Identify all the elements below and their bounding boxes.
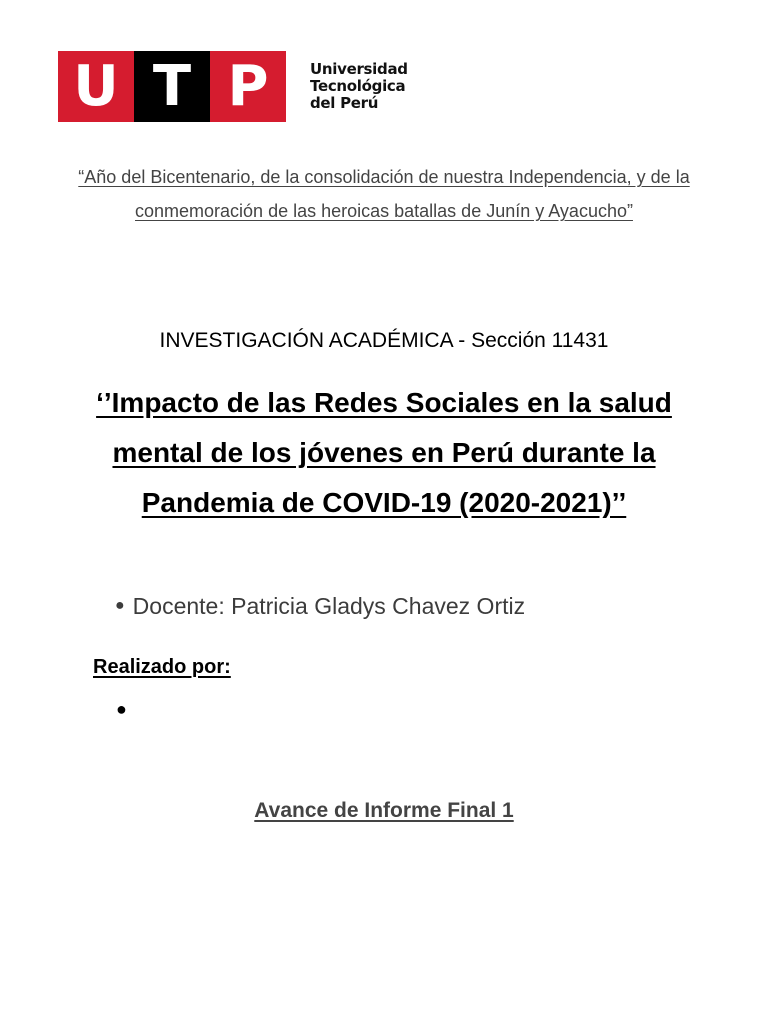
logo-letter-u: U — [58, 51, 134, 122]
docente-item — [115, 591, 525, 621]
document-title — [84, 378, 684, 528]
document-title-text: ‘’Impacto de las Redes Sociales en la salud mental de los jóvenes en Perú durante la Pandemia de COVID-19 (2020-2021)’’ — [96, 387, 672, 518]
author-bullet-icon: ● — [116, 699, 127, 719]
year-motto-text: “Año del Bicentenario, de la consolidación de nuestra Independencia, y de la conmemoración de las heroicas batallas de Junín y Ayacucho” — [78, 167, 690, 221]
logo-letter-t: T — [134, 51, 210, 122]
university-name-line-3: del Perú — [310, 94, 379, 112]
course-heading: INVESTIGACIÓN ACADÉMICA - Sección 11431 — [159, 329, 609, 352]
logo-letter-p: P — [210, 51, 286, 122]
university-name — [310, 61, 408, 112]
university-name-line-1: Universidad — [310, 60, 408, 78]
report-stage-text: Avance de Informe Final 1 — [254, 799, 514, 822]
report-stage — [0, 797, 768, 825]
year-motto — [60, 160, 708, 228]
university-name-line-2: Tecnológica — [310, 77, 406, 95]
docente-text: Docente: Patricia Gladys Chavez Ortiz — [132, 593, 526, 619]
bullet-icon: ● — [115, 597, 125, 614]
realizado-por-label: Realizado por: — [93, 656, 231, 678]
utp-logo — [58, 51, 408, 122]
